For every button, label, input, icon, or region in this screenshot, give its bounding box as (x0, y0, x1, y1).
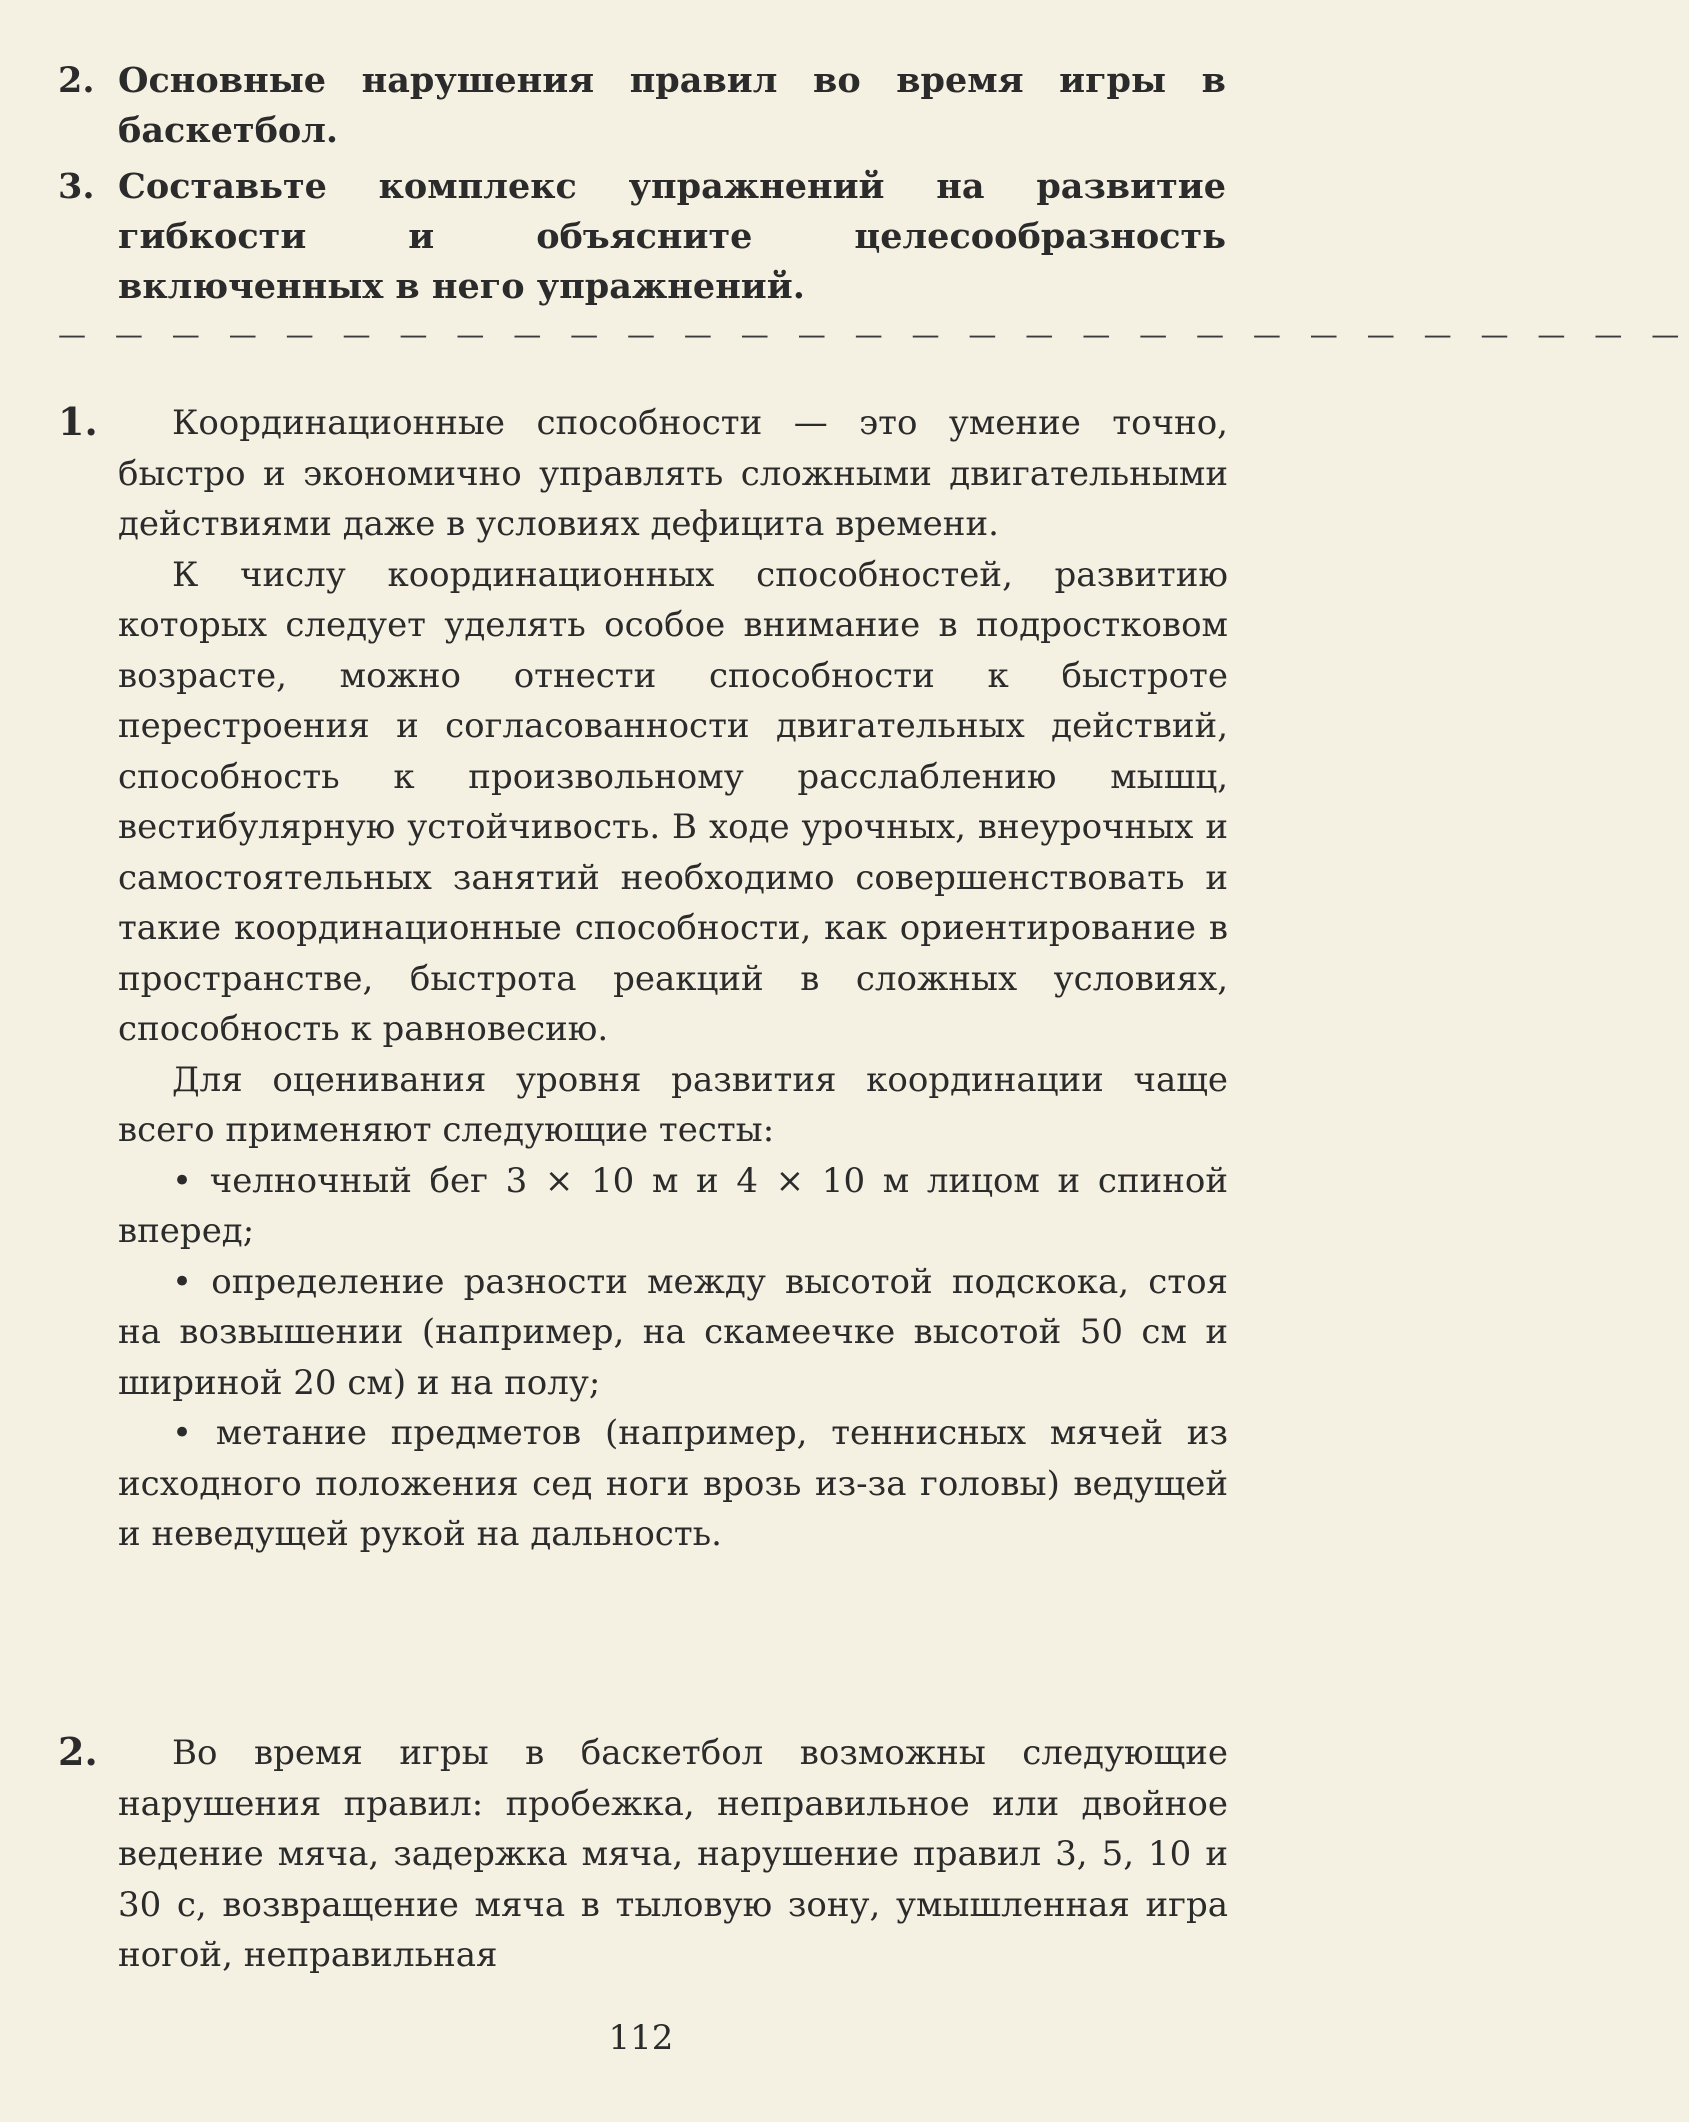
question-number: 3. (58, 166, 95, 207)
test-list-item: • челночный бег 3 × 10 м и 4 × 10 м лицом и спиной вперед; (118, 1160, 1228, 1251)
question-text: Составьте комплекс упражнений на развитие гибкости и объясните целесообразность включенных в него упражнений. (118, 166, 1226, 307)
answer-paragraph: Во время игры в баскетбол возможны следующие нарушения правил: пробежка, неправильное или двойное ведение мяча, задержка мяча, нарушение правил 3, 5, 10 и 30 с, возвращение мяча в тыловую зону, умышленная игра ногой, неправильная (118, 1733, 1228, 1975)
question-3 (58, 162, 1226, 312)
answer-number: 2. (58, 1729, 98, 1774)
question-number: 2. (58, 60, 95, 101)
test-list-item: • определение разности между высотой подскока, стоя на возвышении (например, на скамеечке высотой 50 см и шириной 20 см) и на полу; (118, 1261, 1228, 1403)
answer-1 (118, 398, 1228, 1560)
answer-paragraph: Для оценивания уровня развития координации чаще всего применяют следующие тесты: (118, 1059, 1228, 1150)
answer-number: 1. (58, 399, 98, 444)
separator-line: — — — — — — — — — — — — — — — — — — — — — — — — — — — — — (58, 318, 1689, 351)
question-text: Основные нарушения правил во время игры в баскетбол. (118, 60, 1226, 151)
page-number: 112 (608, 2018, 674, 2058)
answer-paragraph: Координационные способности — это умение точно, быстро и экономично управлять сложными двигательными действиями даже в условиях дефицита времени. (118, 403, 1228, 544)
question-2 (58, 56, 1226, 156)
answer-paragraph: К числу координационных способностей, развитию которых следует уделять особое внимание в подростковом возрасте, можно отнести способности к быстроте перестроения и согласованности двигательных действий, способность к произвольному расслаблению мышц, вестибулярную устойчивость. В ходе урочных, внеурочных и самостоятельных занятий необходимо совершенствовать и такие координационные способности, как ориентирование в пространстве, быстрота реакций в сложных условиях, способность к равновесию. (118, 554, 1228, 1049)
test-list-item: • метание предметов (например, теннисных мячей из исходного положения сед ноги врозь из-за головы) ведущей и неведущей рукой на дальность. (118, 1413, 1228, 1554)
answer-2 (118, 1728, 1228, 1981)
